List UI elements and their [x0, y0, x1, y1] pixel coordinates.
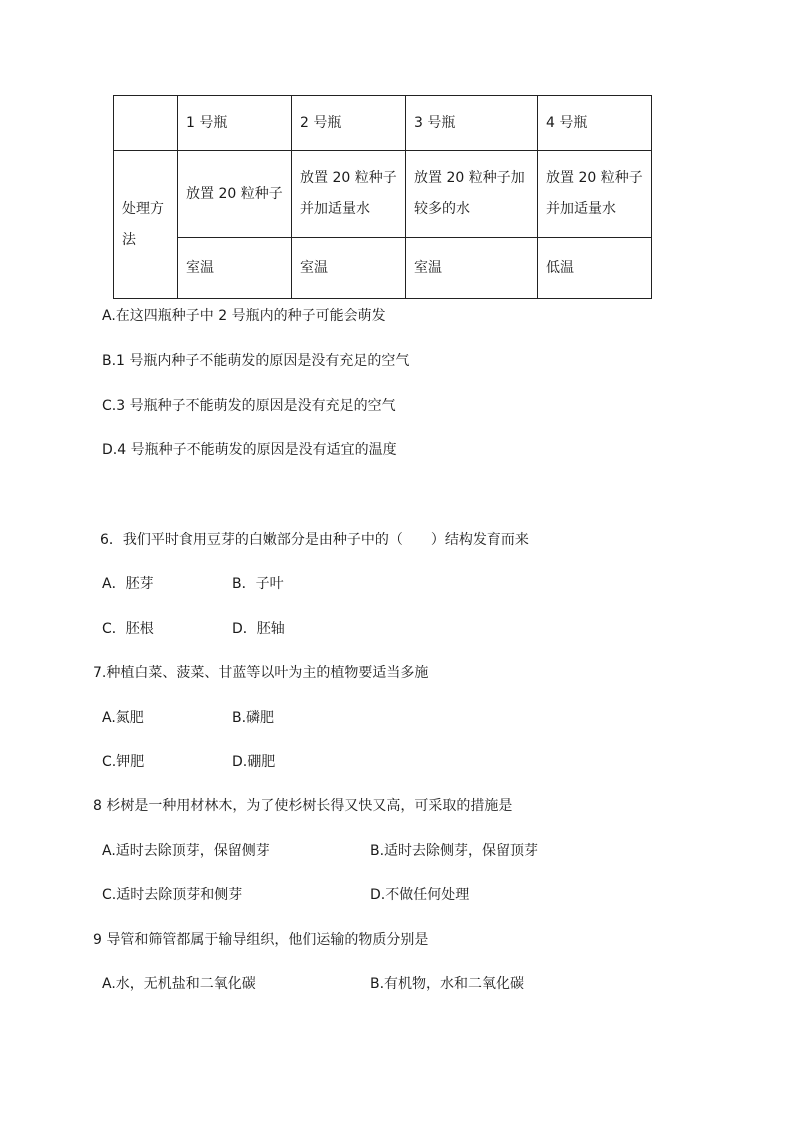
q9-stem: 9 导管和筛管都属于输导组织，他们运输的物质分别是 — [93, 932, 429, 948]
q5-option-a: A.在这四瓶种子中 2 号瓶内的种子可能会萌发 — [102, 308, 386, 324]
method-3-line-1: 放置 20 粒种子加 — [414, 170, 525, 186]
row-label-line-1: 处理方 — [122, 200, 164, 217]
q7-option-a: A.氮肥 — [102, 710, 144, 726]
table-row-label — [114, 151, 178, 299]
table-temp-row — [114, 238, 652, 299]
q6-stem: 6．我们平时食用豆芽的白嫩部分是由种子中的（ ）结构发育而来 — [100, 532, 529, 548]
method-3-line-2: 较多的水 — [414, 201, 470, 217]
table-header-row — [114, 96, 652, 151]
q5-option-b: B.1 号瓶内种子不能萌发的原因是没有充足的空气 — [102, 353, 410, 369]
q8-option-b: B.适时去除侧芽，保留顶芽 — [370, 843, 539, 859]
table-header-empty — [114, 96, 178, 151]
table-method-row — [114, 151, 652, 238]
method-4-line-1: 放置 20 粒种子 — [546, 170, 643, 186]
q7-option-b: B.磷肥 — [232, 710, 275, 726]
table-cell-temp-2: 室温 — [292, 238, 406, 299]
table-header-bottle-1: 1 号瓶 — [178, 96, 292, 151]
q8-stem: 8 杉树是一种用材林木，为了使杉树长得又快又高，可采取的措施是 — [93, 798, 513, 814]
method-2-line-2: 并加适量水 — [300, 201, 370, 217]
q6-option-c: C．胚根 — [102, 621, 154, 637]
q5-option-c: C.3 号瓶种子不能萌发的原因是没有充足的空气 — [102, 398, 396, 414]
q8-option-d: D.不做任何处理 — [370, 887, 470, 903]
table-cell-temp-3: 室温 — [406, 238, 538, 299]
row-label-line-2: 法 — [122, 231, 136, 248]
table-cell-method-4 — [538, 151, 652, 238]
q9-option-a: A.水，无机盐和二氧化碳 — [102, 976, 256, 992]
q7-option-c: C.钾肥 — [102, 754, 145, 770]
table-cell-temp-4: 低温 — [538, 238, 652, 299]
table-cell-temp-1: 室温 — [178, 238, 292, 299]
table-header-bottle-3: 3 号瓶 — [406, 96, 538, 151]
q6-option-d: D．胚轴 — [232, 621, 285, 637]
q7-option-d: D.硼肥 — [232, 754, 276, 770]
table-header-bottle-2: 2 号瓶 — [292, 96, 406, 151]
method-2-line-1: 放置 20 粒种子 — [300, 170, 397, 186]
q5-option-d: D.4 号瓶种子不能萌发的原因是没有适宜的温度 — [102, 442, 397, 458]
experiment-table — [113, 95, 652, 299]
table-header-bottle-4: 4 号瓶 — [538, 96, 652, 151]
table-cell-method-2 — [292, 151, 406, 238]
q7-stem: 7.种植白菜、菠菜、甘蓝等以叶为主的植物要适当多施 — [93, 665, 429, 681]
table-cell-method-3 — [406, 151, 538, 238]
method-4-line-2: 并加适量水 — [546, 201, 616, 217]
method-1-line-1: 放置 20 粒种子 — [186, 185, 283, 202]
q9-option-b: B.有机物，水和二氧化碳 — [370, 976, 525, 992]
q8-option-c: C.适时去除顶芽和侧芽 — [102, 887, 243, 903]
q6-option-a: A．胚芽 — [102, 576, 154, 592]
table-cell-method-1 — [178, 151, 292, 238]
q8-option-a: A.适时去除顶芽，保留侧芽 — [102, 843, 270, 859]
q6-option-b: B．子叶 — [232, 576, 284, 592]
